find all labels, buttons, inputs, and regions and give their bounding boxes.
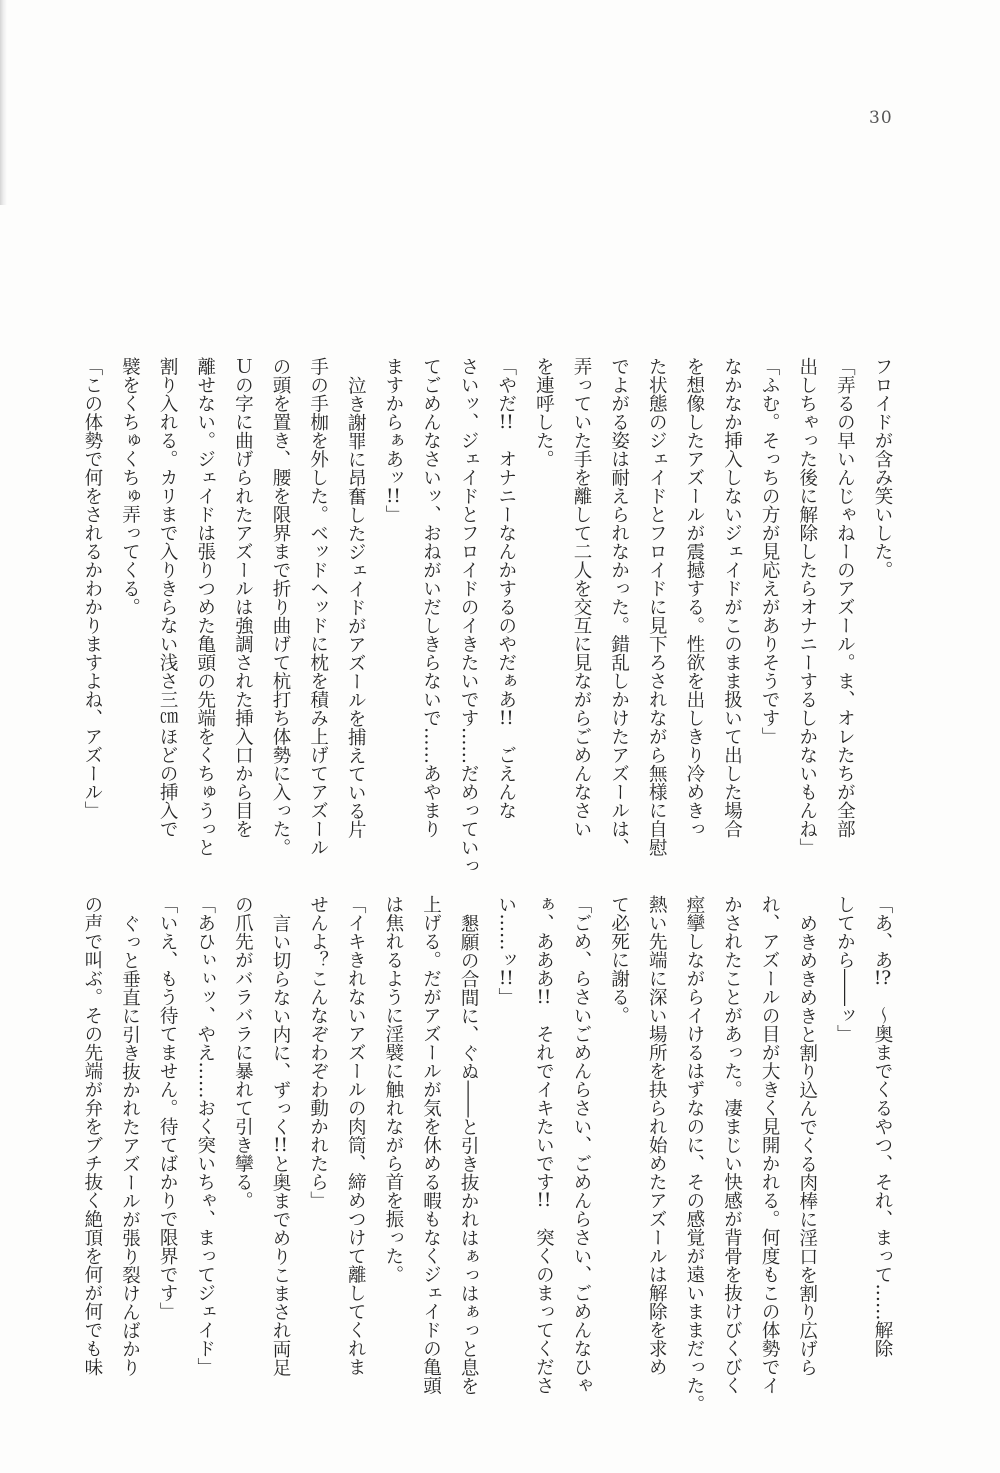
text-column: い……ッ!!」 xyxy=(495,895,517,1006)
text-column: 「あ、あ!? ～奥までくるやつ、それ、まって……解除 xyxy=(872,895,893,1358)
text-column: かされたことがあった。凄まじい快感が背骨を抜けびくびく xyxy=(721,895,743,1395)
text-column: 手の手枷を外した。ベッドヘッドに枕を積み上げてアズール xyxy=(307,357,329,857)
text-column: ぐっと垂直に引き抜かれたアズールが張り裂けんばかり xyxy=(119,913,141,1376)
text-column: フロイドが含み笑いした。 xyxy=(872,357,893,579)
text-column: 襞をくちゅくちゅ弄ってくる。 xyxy=(119,357,141,616)
text-column: 「弄るの早いんじゃねーのアズール。ま、オレたちが全部 xyxy=(834,357,856,838)
text-column: 泣き謝罪に昂奮したジェイドがアズールを捕えている片 xyxy=(345,375,367,838)
text-column: 熱い先端に深い場所を抉られ始めたアズールは解除を求め xyxy=(646,895,668,1376)
text-column: ますからぁあッ!!」 xyxy=(382,357,404,524)
text-column: 「いえ、もう待てません。待てばかりで限界です」 xyxy=(157,895,179,1321)
text-column: れ、アズールの目が大きく見開かれる。何度もこの体勢でイ xyxy=(759,895,781,1395)
text-column: 痙攣しながらイけるはずなのに、その感覚が遠いままだった。 xyxy=(683,895,705,1413)
text-column: 離せない。ジェイドは張りつめた亀頭の先端をくちゅうっと xyxy=(194,357,216,857)
text-column: た状態のジェイドとフロイドに見下ろされながら無様に自慰 xyxy=(646,357,668,857)
text-column: 言い切らない内に、ずっく!!と奥までめりこまされ両足 xyxy=(270,913,291,1376)
text-column: を想像したアズールが震撼する。性欲を出しきり冷めきっ xyxy=(683,357,705,838)
text-column: なかなか挿入しないジェイドがこのまま扱いて出した場合 xyxy=(721,357,743,838)
text-column: でよがる姿は耐えられなかった。錯乱しかけたアズールは、 xyxy=(608,357,630,857)
text-column: の声で叫ぶ。その先端が弁をブチ抜く絶頂を何が何でも味 xyxy=(81,895,103,1376)
text-column: さいッ、ジェイドとフロイドのイきたいです……だめっていっ xyxy=(458,357,480,875)
text-column: 「ごめ、らさいごめんらさい、ごめんらさい、ごめんなひゃ xyxy=(571,895,592,1395)
text-column: 懇願の合間に、ぐぬ――と引き抜かれはぁっはぁっと息を xyxy=(458,913,480,1395)
text-column: Ｕの字に曲げられたアズールは強調された挿入口から目を xyxy=(232,357,254,838)
text-column: 「イキきれないアズールの肉筒、締めつけて離してくれま xyxy=(345,895,367,1376)
text-column: を連呼した。 xyxy=(533,357,555,468)
text-column: 「やだ!! オナニーなんかするのやだぁあ!! ごえんな xyxy=(495,357,517,820)
page-number: 30 xyxy=(869,108,893,128)
text-column: 上げる。だがアズールが気を休める暇もなくジェイドの亀頭 xyxy=(420,895,442,1395)
text-column: ぁ、あああ!! それでイキたいです!! 突くのまってくださ xyxy=(533,895,555,1395)
upper-text-block xyxy=(73,357,901,887)
text-column: 割り入れる。カリまで入りきらない浅さ三㎝ほどの挿入で xyxy=(157,357,179,838)
text-column: て必死に謝る。 xyxy=(608,895,630,1025)
text-column: 出しちゃった後に解除したらオナニーするしかないもんね」 xyxy=(796,357,818,857)
scan-edge-shadow xyxy=(0,0,7,205)
text-column: の爪先がバラバラに暴れて引き攣る。 xyxy=(232,895,254,1210)
text-column: の頭を置き、腰を限界まで折り曲げて杭打ち体勢に入った。 xyxy=(270,357,291,857)
text-column: てごめんなさいッ、おねがいだしきらないで……あやまり xyxy=(420,357,442,838)
lower-text-block xyxy=(73,895,901,1425)
text-column: 弄っていた手を離して二人を交互に見ながらごめんなさい xyxy=(571,357,592,838)
text-column: してから――ッ」 xyxy=(834,895,856,1043)
text-column: めきめきめきと割り込んでくる肉棒に淫口を割り広げら xyxy=(796,913,818,1376)
text-column: 「あひぃぃッ、やえ……おく突いちゃ、まってジェイド」 xyxy=(194,895,216,1376)
text-column: は焦れるように淫襞に触れながら首を振った。 xyxy=(382,895,404,1284)
text-column: 「ふむ。そっちの方が見応えがありそうです」 xyxy=(759,357,781,746)
text-column: 「この体勢で何をされるかわかりますよね、アズール」 xyxy=(81,357,103,820)
text-column: せんよ？こんなぞわぞわ動かれたら」 xyxy=(307,895,329,1210)
